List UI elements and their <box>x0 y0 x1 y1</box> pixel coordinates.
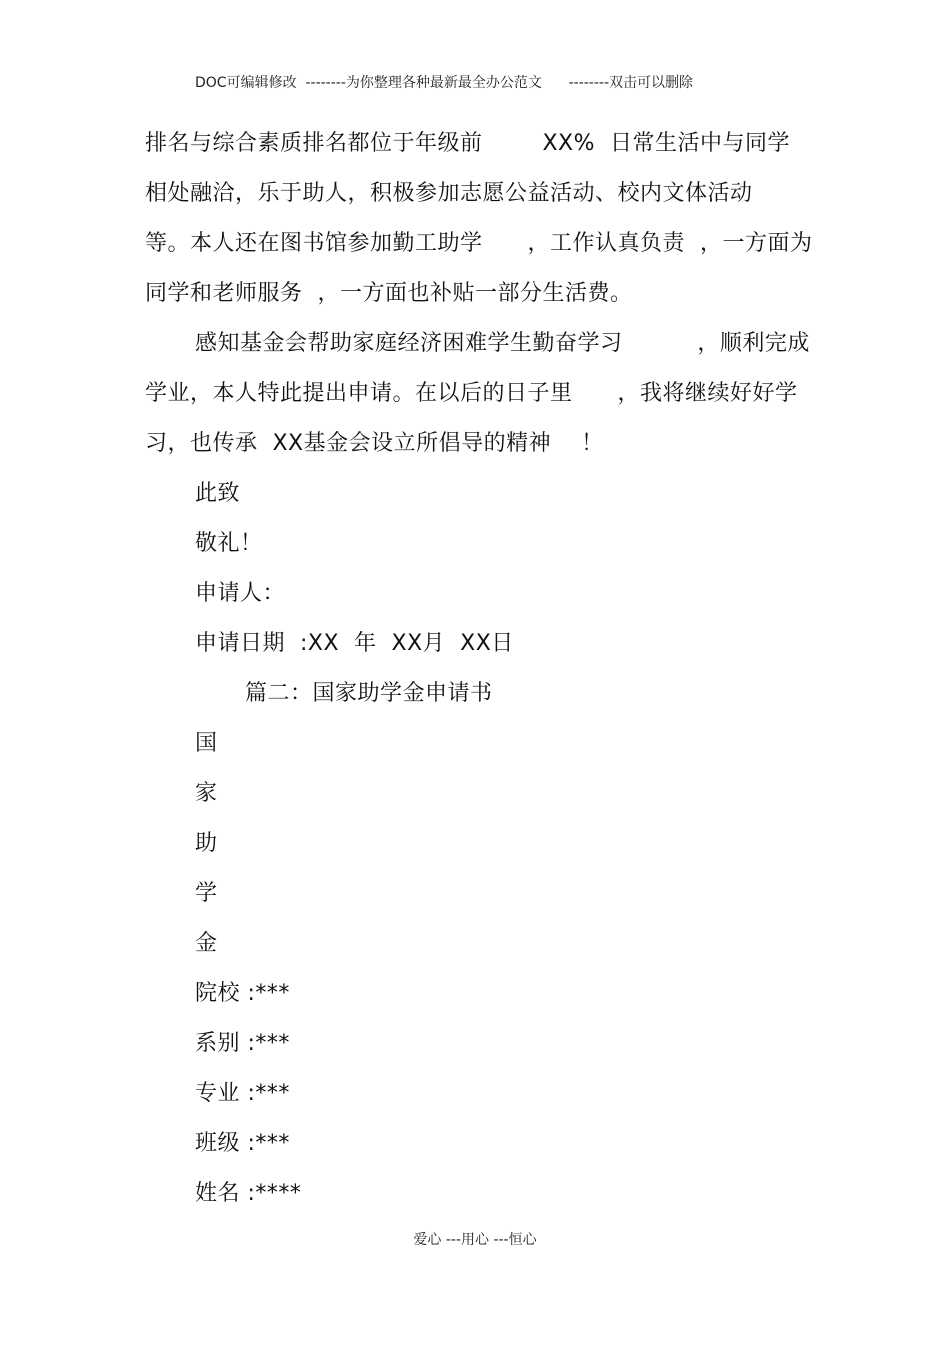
closing-greeting: 此致 <box>195 481 241 506</box>
application-date: 申请日期 :XX 年 XX月 XX日 <box>195 631 514 656</box>
field-name: 姓名 :**** <box>195 1181 302 1206</box>
paragraph-line: 等。本人还在图书馆参加勤工助学 ，工作认真负责 ，一方面为 <box>145 231 813 256</box>
vertical-title-char: 国 <box>195 731 218 756</box>
vertical-title-char: 金 <box>195 931 218 956</box>
field-school: 院校 :*** <box>195 981 290 1006</box>
page-header: DOC可编辑修改 --------为你整理各种最新最全办公范文 --------双击可以删除 <box>195 75 694 91</box>
field-class: 班级 :*** <box>195 1131 290 1156</box>
vertical-title-char: 学 <box>195 881 218 906</box>
section-title: 篇二：国家助学金申请书 <box>245 681 493 706</box>
applicant-label: 申请人： <box>195 581 286 606</box>
vertical-title-char: 家 <box>195 781 218 806</box>
paragraph-line: 同学和老师服务 ，一方面也补贴一部分生活费。 <box>145 281 633 306</box>
paragraph-line: 学业，本人特此提出申请。在以后的日子里 ，我将继续好好学 <box>145 381 798 406</box>
closing-salute: 敬礼！ <box>195 531 263 556</box>
field-department: 系别 :*** <box>195 1031 290 1056</box>
paragraph-line: 排名与综合素质排名都位于年级前 XX% 日常生活中与同学 <box>145 131 790 156</box>
paragraph-line: 习，也传承 XX基金会设立所倡导的精神 ！ <box>145 431 604 456</box>
page-footer: 爱心 ---用心 ---恒心 <box>413 1232 537 1248</box>
paragraph-line: 感知基金会帮助家庭经济困难学生勤奋学习 ，顺利完成 <box>195 331 810 356</box>
field-major: 专业 :*** <box>195 1081 290 1106</box>
vertical-title-char: 助 <box>195 831 218 856</box>
paragraph-line: 相处融洽，乐于助人，积极参加志愿公益活动、校内文体活动 <box>145 181 753 206</box>
